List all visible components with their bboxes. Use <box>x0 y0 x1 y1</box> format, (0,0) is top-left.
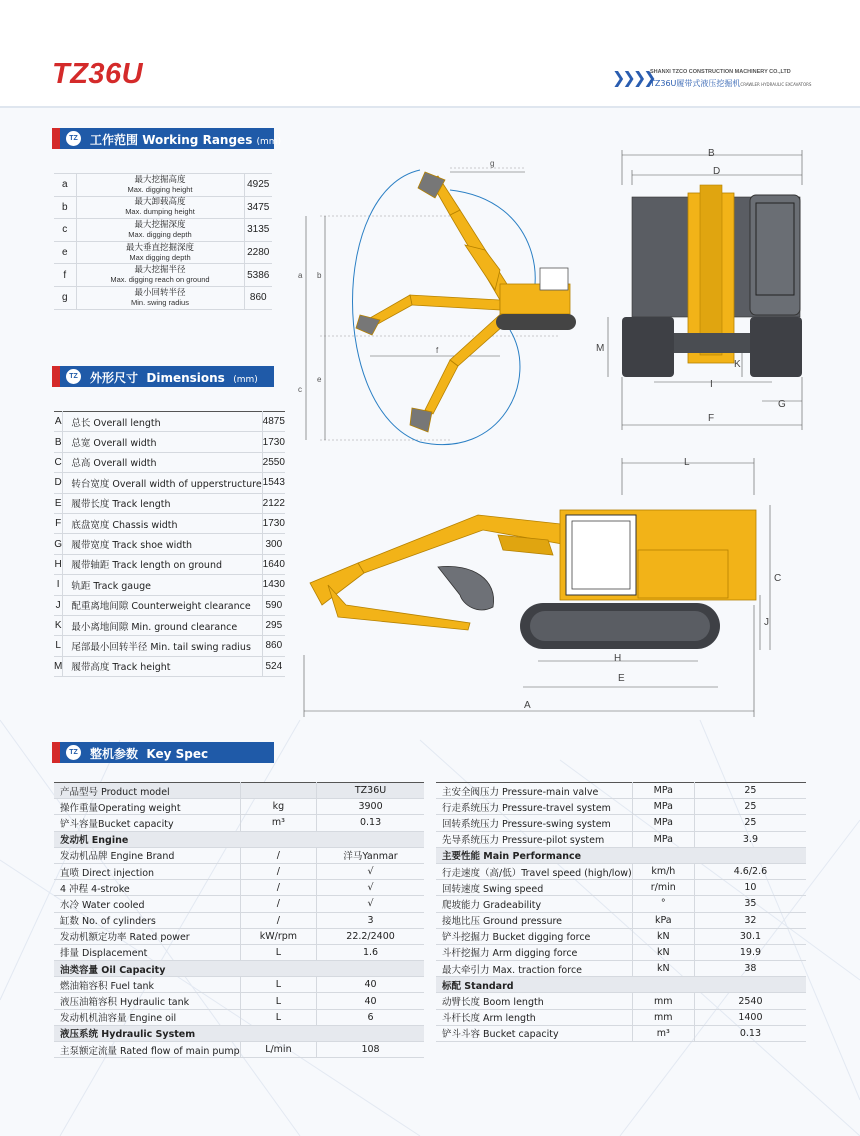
label-cn: 最大卸载高度 <box>134 197 186 208</box>
table-row <box>54 241 272 264</box>
row-value: 300 <box>262 534 285 554</box>
spec-name: 燃油箱容积 Fuel tank <box>54 977 240 993</box>
brand-block <box>612 66 812 92</box>
spec-name: 先导系统压力 Pressure-pilot system <box>436 831 632 847</box>
row-label: 履带轴距 Track length on ground <box>63 554 262 574</box>
row-key: b <box>54 196 76 219</box>
table-row <box>54 799 424 815</box>
label-f: f <box>436 346 439 355</box>
row-label: 总宽 Overall width <box>63 432 262 452</box>
spec-unit: MPa <box>632 831 694 847</box>
table-row <box>54 636 285 656</box>
spec-group-header <box>54 831 424 847</box>
key-spec-table-right <box>436 782 806 1042</box>
row-key: K <box>54 615 63 635</box>
spec-name: 行走速度（高/低）Travel speed (high/low) <box>436 863 632 879</box>
row-value: 295 <box>262 615 285 635</box>
spec-name: 主泵额定流量 Rated flow of main pump <box>54 1042 240 1058</box>
row-label <box>76 196 244 219</box>
spec-value: √ <box>317 863 424 879</box>
spec-value: 0.13 <box>317 815 424 831</box>
table-row <box>436 912 806 928</box>
product-subtitle: TZ36U履带式液压挖掘机CRAWLER HYDRAULIC EXCAVATORS <box>650 79 812 88</box>
spec-unit: kN <box>632 961 694 977</box>
label-D: D <box>713 166 721 177</box>
spec-name: 主安全阀压力 Pressure-main valve <box>436 783 632 799</box>
company-name: SHANXI TZCO CONSTRUCTION MACHINERY CO.,LTD <box>650 69 791 75</box>
spec-name: 直喷 Direct injection <box>54 863 240 879</box>
table-row <box>54 977 424 993</box>
table-row <box>54 783 424 799</box>
tz-logo-icon: TZ <box>66 369 81 384</box>
spec-unit: ° <box>632 896 694 912</box>
spec-name: 缸数 No. of cylinders <box>54 912 240 928</box>
row-key: L <box>54 636 63 656</box>
label-I: I <box>710 379 713 390</box>
spec-value: 1400 <box>694 1009 806 1025</box>
spec-unit: kW/rpm <box>240 928 316 944</box>
group-title: 液压系统 Hydraulic System <box>54 1025 424 1041</box>
group-title: 发动机 Engine <box>54 831 424 847</box>
spec-group-header <box>436 977 806 993</box>
spec-value: 1.6 <box>317 944 424 960</box>
spec-value: 19.9 <box>694 944 806 960</box>
label-cn: 最大挖掘半径 <box>134 265 186 276</box>
row-key: e <box>54 241 76 264</box>
row-label: 轨距 Track gauge <box>63 575 262 595</box>
spec-value: 22.2/2400 <box>317 928 424 944</box>
spec-group-header <box>54 961 424 977</box>
table-row <box>436 896 806 912</box>
table-row <box>436 928 806 944</box>
front-view-diagram <box>590 145 810 435</box>
label-en: Max. dumping height <box>125 207 195 217</box>
spec-unit: kN <box>632 928 694 944</box>
row-label: 履带宽度 Track shoe width <box>63 534 262 554</box>
table-row <box>54 219 272 242</box>
spec-value: √ <box>317 880 424 896</box>
section-dimensions: TZ 外形尺寸 Dimensions (mm) <box>52 366 274 387</box>
spec-name: 操作重量Operating weight <box>54 799 240 815</box>
row-label: 履带高度 Track height <box>63 656 262 676</box>
spec-unit: kPa <box>632 912 694 928</box>
row-value: 4875 <box>262 412 285 432</box>
table-row <box>54 595 285 615</box>
header-divider <box>0 106 860 108</box>
spec-unit: / <box>240 847 316 863</box>
spec-value: 3900 <box>317 799 424 815</box>
spec-name: 发动机额定功率 Rated power <box>54 928 240 944</box>
spec-value: 30.1 <box>694 928 806 944</box>
working-range-diagram <box>300 160 580 450</box>
row-label <box>76 264 244 287</box>
table-row <box>54 928 424 944</box>
spec-name: 爬坡能力 Gradeability <box>436 896 632 912</box>
group-title: 主要性能 Main Performance <box>436 847 806 863</box>
spec-unit: / <box>240 896 316 912</box>
row-value: 860 <box>244 286 272 309</box>
table-row <box>436 880 806 896</box>
spec-value: 3.9 <box>694 831 806 847</box>
spec-name: 发动机品牌 Engine Brand <box>54 847 240 863</box>
table-row <box>54 615 285 635</box>
table-row <box>54 432 285 452</box>
section-working-ranges: TZ 工作范围 Working Ranges (mm) <box>52 128 274 149</box>
table-row <box>54 896 424 912</box>
label-L: L <box>684 457 690 468</box>
table-row <box>54 534 285 554</box>
table-row <box>436 1025 806 1041</box>
working-ranges-table <box>54 173 272 310</box>
row-key: G <box>54 534 63 554</box>
label-a: a <box>298 271 303 280</box>
table-row <box>54 575 285 595</box>
label-cn: 最大挖掘高度 <box>134 174 186 185</box>
table-row <box>54 944 424 960</box>
label-J: J <box>764 617 769 628</box>
table-row <box>436 783 806 799</box>
label-F: F <box>708 413 715 424</box>
row-key: M <box>54 656 63 676</box>
row-value: 2122 <box>262 493 285 513</box>
spec-value: 0.13 <box>694 1025 806 1041</box>
row-label: 配重离地间隙 Counterweight clearance <box>63 595 262 615</box>
spec-value: 25 <box>694 783 806 799</box>
row-value: 3135 <box>244 219 272 242</box>
spec-value: 10 <box>694 880 806 896</box>
row-value: 3475 <box>244 196 272 219</box>
spec-name: 回转速度 Swing speed <box>436 880 632 896</box>
spec-unit: / <box>240 880 316 896</box>
row-key: I <box>54 575 63 595</box>
row-value: 1730 <box>262 513 285 533</box>
spec-value: 25 <box>694 799 806 815</box>
spec-unit: L/min <box>240 1042 316 1058</box>
spec-unit: MPa <box>632 799 694 815</box>
row-label <box>76 286 244 309</box>
row-label: 尾部最小回转半径 Min. tail swing radius <box>63 636 262 656</box>
spec-value: 38 <box>694 961 806 977</box>
spec-name: 发动机机油容量 Engine oil <box>54 1009 240 1025</box>
product-title: TZ36U <box>52 58 144 90</box>
spec-value: 3 <box>317 912 424 928</box>
table-row <box>54 412 285 432</box>
label-cn: 最大垂直挖掘深度 <box>125 242 194 253</box>
row-label: 履带长度 Track length <box>63 493 262 513</box>
tz-logo-icon: TZ <box>66 131 81 146</box>
row-label <box>76 219 244 242</box>
spec-name: 行走系统压力 Pressure-travel system <box>436 799 632 815</box>
spec-unit: r/min <box>632 880 694 896</box>
table-row <box>436 993 806 1009</box>
spec-name: 铲斗挖掘力 Bucket digging force <box>436 928 632 944</box>
spec-name: 水冷 Water cooled <box>54 896 240 912</box>
row-key: F <box>54 513 63 533</box>
spec-name: 动臂长度 Boom length <box>436 993 632 1009</box>
group-title: 标配 Standard <box>436 977 806 993</box>
label-B: B <box>708 148 715 159</box>
spec-name: 排量 Displacement <box>54 944 240 960</box>
spec-name: 4 冲程 4-stroke <box>54 880 240 896</box>
row-value: 1543 <box>262 473 285 493</box>
label-e: e <box>317 375 322 384</box>
table-row <box>436 944 806 960</box>
table-row <box>54 493 285 513</box>
spec-unit: / <box>240 912 316 928</box>
label-H: H <box>614 653 622 664</box>
table-row <box>54 1009 424 1025</box>
label-G: G <box>778 399 786 410</box>
side-view-diagram <box>298 455 798 720</box>
label-K: K <box>734 359 741 370</box>
table-row <box>436 1009 806 1025</box>
row-key: B <box>54 432 63 452</box>
table-row <box>54 993 424 1009</box>
spec-value: 40 <box>317 977 424 993</box>
spec-name: 接地比压 Ground pressure <box>436 912 632 928</box>
spec-unit: kg <box>240 799 316 815</box>
label-b: b <box>317 271 322 280</box>
table-row <box>54 264 272 287</box>
spec-name: 铲斗斗容 Bucket capacity <box>436 1025 632 1041</box>
label-en: Max. digging depth <box>128 229 192 239</box>
row-label: 总高 Overall width <box>63 452 262 472</box>
dimensions-table <box>54 411 285 677</box>
row-label <box>76 241 244 264</box>
table-row <box>54 196 272 219</box>
spec-unit: MPa <box>632 815 694 831</box>
spec-value: √ <box>317 896 424 912</box>
spec-unit: m³ <box>632 1025 694 1041</box>
table-row <box>436 863 806 879</box>
row-label: 总长 Overall length <box>63 412 262 432</box>
row-key: g <box>54 286 76 309</box>
spec-name: 最大牵引力 Max. traction force <box>436 961 632 977</box>
spec-name: 回转系统压力 Pressure-swing system <box>436 815 632 831</box>
spec-unit: kN <box>632 944 694 960</box>
row-value: 590 <box>262 595 285 615</box>
table-row <box>54 880 424 896</box>
label-cn: 最小回转半径 <box>134 287 186 298</box>
table-row <box>54 815 424 831</box>
row-label <box>76 174 244 197</box>
spec-name: 产品型号 Product model <box>54 783 240 799</box>
spec-value: 4.6/2.6 <box>694 863 806 879</box>
table-row <box>436 815 806 831</box>
spec-value: 25 <box>694 815 806 831</box>
spec-unit: mm <box>632 1009 694 1025</box>
spec-unit: MPa <box>632 783 694 799</box>
spec-value: 32 <box>694 912 806 928</box>
spec-value: 35 <box>694 896 806 912</box>
table-row <box>54 473 285 493</box>
row-key: E <box>54 493 63 513</box>
label-en: Min. swing radius <box>131 297 189 307</box>
table-row <box>54 174 272 197</box>
row-key: D <box>54 473 63 493</box>
spec-group-header <box>54 1025 424 1041</box>
table-row <box>436 961 806 977</box>
row-value: 524 <box>262 656 285 676</box>
table-row <box>54 863 424 879</box>
row-key: A <box>54 412 63 432</box>
spec-value: 108 <box>317 1042 424 1058</box>
table-row <box>54 286 272 309</box>
spec-unit <box>240 783 316 799</box>
group-title: 油类容量 Oil Capacity <box>54 961 424 977</box>
spec-unit: L <box>240 1009 316 1025</box>
table-row <box>54 656 285 676</box>
row-value: 2280 <box>244 241 272 264</box>
row-value: 1730 <box>262 432 285 452</box>
table-row <box>436 799 806 815</box>
row-key: a <box>54 174 76 197</box>
tz-logo-icon: TZ <box>66 745 81 760</box>
spec-value: 2540 <box>694 993 806 1009</box>
row-label: 底盘宽度 Chassis width <box>63 513 262 533</box>
table-row <box>54 1042 424 1058</box>
label-C: C <box>774 573 782 584</box>
row-value: 1640 <box>262 554 285 574</box>
section-key-spec: TZ 整机参数 Key Spec <box>52 742 274 763</box>
label-en: Max digging depth <box>129 252 191 262</box>
spec-name: 液压油箱容积 Hydraulic tank <box>54 993 240 1009</box>
spec-unit: m³ <box>240 815 316 831</box>
spec-value: TZ36U <box>317 783 424 799</box>
row-value: 2550 <box>262 452 285 472</box>
spec-unit: L <box>240 993 316 1009</box>
row-key: c <box>54 219 76 242</box>
table-row <box>54 452 285 472</box>
row-value: 860 <box>262 636 285 656</box>
row-value: 5386 <box>244 264 272 287</box>
spec-unit: L <box>240 944 316 960</box>
spec-unit: km/h <box>632 863 694 879</box>
table-row <box>436 831 806 847</box>
row-key: C <box>54 452 63 472</box>
label-en: Max. digging reach on ground <box>110 275 210 285</box>
row-key: H <box>54 554 63 574</box>
key-spec-table-left <box>54 782 424 1058</box>
row-key: f <box>54 264 76 287</box>
spec-unit: / <box>240 863 316 879</box>
row-value: 1430 <box>262 575 285 595</box>
spec-name: 斗杆挖掘力 Arm digging force <box>436 944 632 960</box>
row-key: J <box>54 595 63 615</box>
label-g: g <box>490 159 495 168</box>
spec-unit: L <box>240 977 316 993</box>
label-en: Max. digging height <box>127 184 193 194</box>
spec-name: 斗杆长度 Arm length <box>436 1009 632 1025</box>
spec-value: 洋马Yanmar <box>317 847 424 863</box>
spec-group-header <box>436 847 806 863</box>
label-A: A <box>524 700 531 711</box>
row-value: 4925 <box>244 174 272 197</box>
row-label: 转台宽度 Overall width of upperstructure <box>63 473 262 493</box>
spec-value: 6 <box>317 1009 424 1025</box>
table-row <box>54 847 424 863</box>
row-label: 最小离地间隙 Min. ground clearance <box>63 615 262 635</box>
label-M: M <box>596 343 605 354</box>
label-c: c <box>298 385 302 394</box>
table-row <box>54 513 285 533</box>
chevron-arrows-icon: ❯❯❯❯ <box>612 68 654 87</box>
label-cn: 最大挖掘深度 <box>134 219 186 230</box>
spec-value: 40 <box>317 993 424 1009</box>
spec-name: 铲斗容量Bucket capacity <box>54 815 240 831</box>
table-row <box>54 912 424 928</box>
spec-unit: mm <box>632 993 694 1009</box>
table-row <box>54 554 285 574</box>
label-E: E <box>618 673 625 684</box>
